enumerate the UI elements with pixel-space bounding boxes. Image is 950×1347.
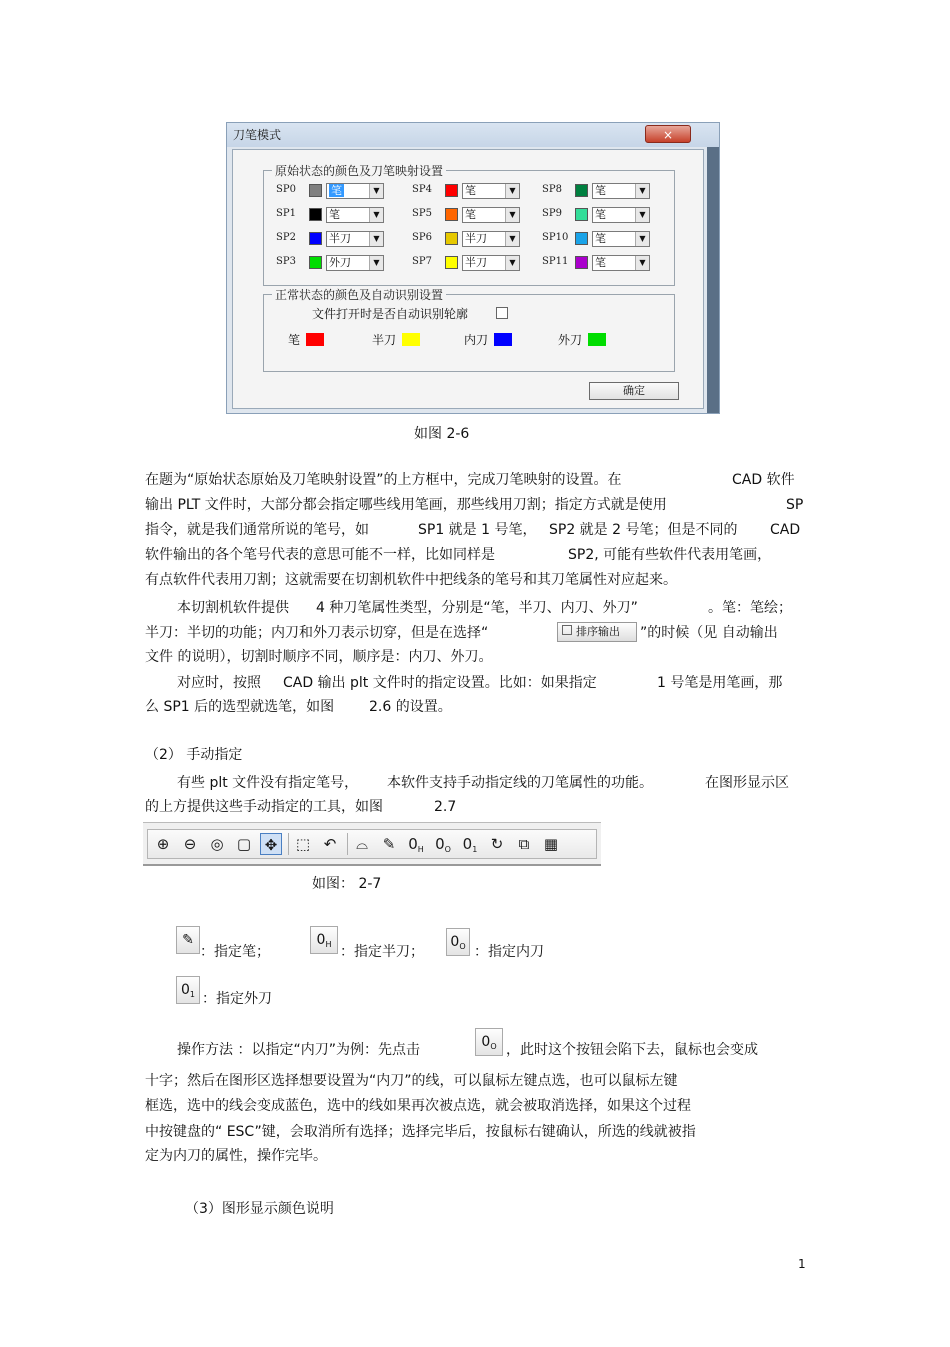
sp-color-swatch (575, 208, 588, 221)
dialog-titlebar (227, 123, 719, 147)
sp-tool-value: 半刀 (465, 256, 487, 269)
sp-label: SP8 (542, 184, 562, 195)
sp-row-sp6 (412, 231, 542, 247)
sp-color-swatch (309, 232, 322, 245)
para2-line2a: 半刀：半切的功能；内刀和外刀表示切穿，但是在选择“ (145, 625, 489, 641)
toolbar-strip (147, 829, 597, 859)
legend-label: 半刀 (372, 333, 397, 347)
sp-label: SP11 (542, 256, 569, 267)
pan-icon[interactable]: ✥ (260, 833, 282, 855)
para4-line1a: 有些 plt 文件没有指定笔号， (177, 775, 359, 791)
para5-line4: 中按键盘的“ ESC”键，会取消所有选择；选择完毕后，按鼠标右键确认，所选的线就被指 (145, 1124, 696, 1140)
sp-tool-value: 笔 (331, 184, 342, 197)
sp-tool-value: 外刀 (329, 256, 351, 269)
sp-tool-value: 半刀 (465, 232, 487, 245)
para1-line3a: 指令，就是我们通常所说的笔号，如 (145, 522, 369, 538)
para1-line1b: CAD 软件 (732, 472, 795, 488)
scrollbar[interactable] (707, 147, 719, 413)
figure-2-6-caption: 如图 2-6 (414, 426, 470, 442)
sort-output-button[interactable] (557, 622, 637, 642)
section2-title: （2） 手动指定 (145, 747, 243, 763)
shape-icon[interactable]: ⌓ (356, 835, 368, 853)
sp-tool-select[interactable] (462, 231, 520, 247)
sp-tool-select[interactable] (462, 255, 520, 271)
legend-label: 笔 (288, 333, 301, 347)
sp-color-swatch (575, 232, 588, 245)
sp-row-sp11 (542, 255, 672, 271)
para1-line4b: SP2, 可能有些软件代表用笔画， (568, 547, 772, 563)
para3-line2a: 么 SP1 后的选型就选笔，如图 (145, 699, 335, 715)
sp-tool-select[interactable] (592, 231, 650, 247)
sp-label: SP9 (542, 208, 562, 219)
inner-knife-icon: $0_O$ (475, 1028, 503, 1056)
para1-line3c: SP2 就是 2 号笔；但是不同的 (549, 522, 738, 538)
chevron-down-icon[interactable]: ▼ (635, 232, 649, 246)
sp-row-sp0 (276, 183, 406, 199)
para4-line1b: 本软件支持手动指定线的刀笔属性的功能。 (387, 775, 653, 791)
para2-line1c: 。笔：笔绘； (708, 600, 792, 616)
sp-tool-select[interactable] (592, 183, 650, 199)
zoom-out-icon[interactable]: ⊖ (183, 835, 197, 853)
zoom-window-icon[interactable]: ▢ (236, 835, 252, 853)
sp-tool-select[interactable] (326, 255, 384, 271)
para1-line3d: CAD (770, 522, 801, 538)
para5-line2: 十字；然后在图形区选择想要设置为“内刀”的线，可以鼠标左键点选，也可以鼠标左键 (145, 1073, 678, 1089)
sp-label: SP10 (542, 232, 569, 243)
sp-label: SP7 (412, 256, 432, 267)
sp-row-sp7 (412, 255, 542, 271)
sp-color-swatch (445, 184, 458, 197)
sp-tool-select[interactable] (462, 183, 520, 199)
chevron-down-icon[interactable]: ▼ (635, 208, 649, 222)
sp-tool-value: 笔 (595, 256, 606, 269)
auto-detect-checkbox[interactable] (496, 307, 508, 319)
para5-line5: 定为内刀的属性，操作完毕。 (145, 1148, 327, 1164)
para4-line2b: 2.7 (434, 799, 457, 815)
sp-color-swatch (309, 208, 322, 221)
outer-knife-icon[interactable]: $0_1$ (462, 835, 478, 854)
sp-tool-value: 笔 (595, 232, 606, 245)
page-number: 1 (798, 1257, 806, 1271)
half-knife-icon: $0_H$ (310, 926, 338, 954)
outer-knife-desc: ：指定外刀 (202, 991, 272, 1007)
para3-line1c: 1 号笔是用笔画，那 (657, 675, 783, 691)
para5-line1b: ，此时这个按钮会陷下去，鼠标也会变成 (506, 1042, 758, 1058)
manual-assign-toolbar (143, 822, 601, 866)
para1-line4a: 软件输出的各个笔号代表的意思可能不一样，比如同样是 (145, 547, 495, 563)
pen-icon[interactable]: ✎ (382, 835, 396, 853)
zoom-in-icon[interactable]: ⊕ (156, 835, 170, 853)
chevron-down-icon[interactable]: ▼ (369, 208, 383, 222)
chevron-down-icon[interactable]: ▼ (505, 256, 519, 270)
sp-row-sp10 (542, 231, 672, 247)
para2-line1b: 4 种刀笔属性类型，分别是“笔，半刀、内刀、外刀” (316, 600, 638, 616)
legend-color-swatch (402, 333, 420, 346)
para3-line1a: 对应时，按照 (177, 675, 261, 691)
para2-line1a: 本切割机软件提供 (177, 600, 289, 616)
pen-desc: ：指定笔； (200, 944, 270, 960)
sp-tool-select[interactable] (326, 231, 384, 247)
para3-line2b: 2.6 的设置。 (369, 699, 452, 715)
sp-row-sp4 (412, 183, 542, 199)
sp-tool-value: 笔 (595, 208, 606, 221)
para4-line1c: 在图形显示区 (705, 775, 789, 791)
sp-row-sp2 (276, 231, 406, 247)
pen-mode-dialog (226, 122, 720, 414)
undo-icon[interactable]: ↶ (323, 835, 337, 853)
sp-label: SP3 (276, 256, 296, 267)
legend-color-swatch (306, 333, 324, 346)
sort-output-label: 排序输出 (576, 625, 620, 638)
sp-row-sp5 (412, 207, 542, 223)
sp-tool-value: 半刀 (329, 232, 351, 245)
sp-row-sp8 (542, 183, 672, 199)
sp-row-sp1 (276, 207, 406, 223)
outer-knife-icon: $0_1$ (176, 976, 200, 1004)
sp-tool-value: 笔 (465, 208, 476, 221)
sp-tool-select[interactable] (326, 183, 384, 199)
select-icon[interactable]: ⬚ (295, 835, 311, 853)
overlap-icon[interactable]: ⧉ (518, 835, 530, 853)
chevron-down-icon[interactable]: ▼ (369, 184, 383, 198)
inner-knife-icon: $0_O$ (446, 928, 470, 956)
para1-line2b: SP (786, 497, 804, 513)
para1-line3b: SP1 就是 1 号笔， (418, 522, 537, 538)
para1-line1a: 在题为“原始状态原始及刀笔映射设置”的上方框中，完成刀笔映射的设置。在 (145, 472, 622, 488)
para3-line1b: CAD 输出 plt 文件时的指定设置。比如：如果指定 (283, 675, 597, 691)
close-button[interactable] (645, 125, 691, 143)
section3-title: （3）图形显示颜色说明 (185, 1201, 334, 1217)
sp-label: SP0 (276, 184, 296, 195)
sp-tool-select[interactable] (462, 207, 520, 223)
para4-line2a: 的上方提供这些手动指定的工具，如图 (145, 799, 383, 815)
legend-color-swatch (588, 333, 606, 346)
sp-row-sp3 (276, 255, 406, 271)
sp-color-swatch (309, 256, 322, 269)
sp-label: SP6 (412, 232, 432, 243)
para2-line2b: ”的时候（见 自动输出 (640, 625, 778, 641)
sp-color-swatch (575, 184, 588, 197)
sp-row-sp9 (542, 207, 672, 223)
chevron-down-icon[interactable]: ▼ (635, 256, 649, 270)
sp-color-swatch (309, 184, 322, 197)
auto-detect-label: 文件打开时是否自动识别轮廓 (312, 307, 469, 321)
dialog-title: 刀笔模式 (233, 128, 282, 142)
sp-color-swatch (445, 208, 458, 221)
inner-knife-desc: ：指定内刀 (474, 944, 544, 960)
half-knife-desc: ：指定半刀； (340, 944, 424, 960)
close-icon[interactable]: × (662, 128, 674, 142)
para5-line1a: 操作方法 ：以指定“内刀”为例：先点击 (177, 1042, 420, 1058)
sp-label: SP5 (412, 208, 432, 219)
sp-tool-select[interactable] (592, 255, 650, 271)
chevron-down-icon[interactable]: ▼ (505, 184, 519, 198)
chevron-down-icon[interactable]: ▼ (505, 208, 519, 222)
para2-line3: 文件 的说明），切割时顺序不同，顺序是：内刀、外刀。 (145, 649, 493, 665)
sort-output-checkbox[interactable] (562, 625, 572, 635)
para5-line3: 框选，选中的线会变成蓝色，选中的线如果再次被点选，就会被取消选择，如果这个过程 (145, 1098, 691, 1114)
half-knife-icon[interactable]: $0_H$ (408, 835, 424, 854)
sp-label: SP4 (412, 184, 432, 195)
chevron-down-icon[interactable]: ▼ (505, 232, 519, 246)
sp-mapping-group (263, 164, 675, 286)
para1-line5: 有点软件代表用刀割；这就需要在切割机软件中把线条的笔号和其刀笔属性对应起来。 (145, 572, 677, 588)
sp-color-swatch (575, 256, 588, 269)
sp-label: SP1 (276, 208, 296, 219)
legend-label: 内刀 (464, 333, 489, 347)
chevron-down-icon[interactable]: ▼ (635, 184, 649, 198)
sp-tool-select[interactable] (326, 207, 384, 223)
toolbar-separator (347, 833, 348, 855)
chevron-down-icon[interactable]: ▼ (369, 256, 383, 270)
ok-button[interactable]: 确定 (589, 382, 679, 400)
sp-label: SP2 (276, 232, 296, 243)
legend-label: 外刀 (558, 333, 583, 347)
toolbar-separator (288, 833, 289, 855)
legend-color-swatch (494, 333, 512, 346)
sp-mapping-group-title: 原始状态的颜色及刀笔映射设置 (272, 162, 446, 179)
figure-2-7-caption: 如图： 2-7 (312, 876, 382, 892)
sp-tool-value: 笔 (329, 208, 340, 221)
rotate-icon[interactable]: ↻ (490, 835, 504, 853)
chevron-down-icon[interactable]: ▼ (369, 232, 383, 246)
para1-line2a: 输出 PLT 文件时，大部分都会指定哪些线用笔画，那些线用刀割；指定方式就是使用 (145, 497, 667, 513)
zoom-fit-icon[interactable]: ◎ (210, 835, 224, 853)
pen-icon: ✎ (176, 926, 200, 954)
auto-detect-group (263, 288, 675, 372)
inner-knife-icon[interactable]: $0_O$ (435, 835, 451, 854)
sp-tool-value: 笔 (595, 184, 606, 197)
dialog-body (232, 149, 704, 409)
sp-tool-select[interactable] (592, 207, 650, 223)
sp-color-swatch (445, 256, 458, 269)
sp-color-swatch (445, 232, 458, 245)
auto-detect-group-title: 正常状态的颜色及自动识别设置 (272, 286, 446, 303)
color-grid-icon[interactable]: ▦ (543, 835, 559, 853)
sp-tool-value: 笔 (465, 184, 476, 197)
